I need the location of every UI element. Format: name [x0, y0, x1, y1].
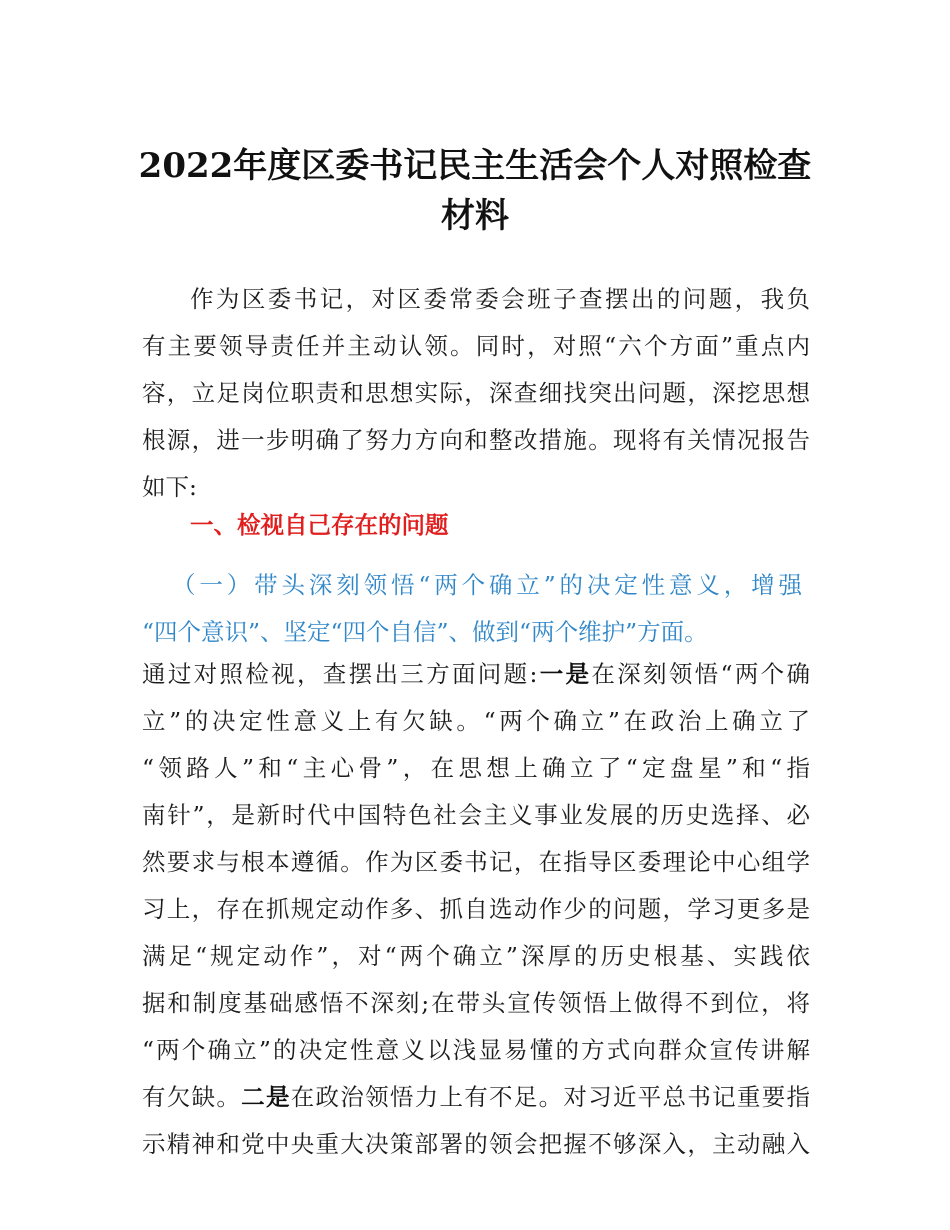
document-title-line-2: 材料	[441, 196, 509, 236]
body-line: 南针”，是新时代中国特色社会主义事业发展的历史选择、必	[142, 801, 810, 829]
bold-marker: 一是	[537, 660, 592, 688]
subheading-line-2: “四个意识”、坚定“四个自信”、做到“两个维护”方面。	[142, 618, 708, 646]
intro-line: 根源，进一步明确了努力方向和整改措施。现将有关情况报告	[142, 426, 810, 454]
intro-line: 如下:	[142, 473, 197, 501]
body-text-segment: 在深刻领悟“两个确	[591, 660, 811, 688]
bold-marker: 二是	[241, 1083, 291, 1111]
body-line-with-bold	[142, 651, 810, 698]
body-line: 据和制度基础感悟不深刻;在带头宣传领悟上做得不到位，将	[142, 989, 810, 1017]
body-line: 习上，存在抓规定动作多、抓自选动作少的问题，学习更多是	[142, 895, 810, 923]
document-title-line-1: 2022年度区委书记民主生活会个人对照检查	[138, 146, 812, 186]
subheading-line-1: （一）带头深刻领悟“两个确立”的决定性意义，增强	[172, 571, 802, 599]
intro-line: 作为区委书记，对区委常委会班子查摆出的问题，我负	[190, 285, 810, 313]
body-line-with-bold	[142, 1074, 810, 1121]
body-text-segment: 通过对照检视，查摆出三方面问题:	[142, 660, 538, 688]
intro-line: 容，立足岗位职责和思想实际，深查细找突出问题，深挖思想	[142, 379, 810, 407]
body-line: 满足“规定动作”，对“两个确立”深厚的历史根基、实践依	[142, 942, 810, 970]
section-heading: 一、检视自己存在的问题	[190, 511, 449, 539]
body-line: “两个确立”的决定性意义以浅显易懂的方式向群众宣传讲解	[142, 1036, 810, 1064]
body-line: 立”的决定性意义上有欠缺。“两个确立”在政治上确立了	[142, 707, 810, 735]
body-text-segment: 有欠缺。	[142, 1083, 242, 1111]
intro-line: 有主要领导责任并主动认领。同时，对照“六个方面”重点内	[142, 332, 810, 360]
body-line: 然要求与根本遵循。作为区委书记，在指导区委理论中心组学	[142, 848, 810, 876]
body-text-segment: 在政治领悟力上有不足。对习近平总书记重要指	[290, 1083, 811, 1111]
body-line: 示精神和党中央重大决策部署的领会把握不够深入，主动融入	[142, 1130, 810, 1158]
body-line: “领路人”和“主心骨”，在思想上确立了“定盘星”和“指	[142, 754, 810, 782]
